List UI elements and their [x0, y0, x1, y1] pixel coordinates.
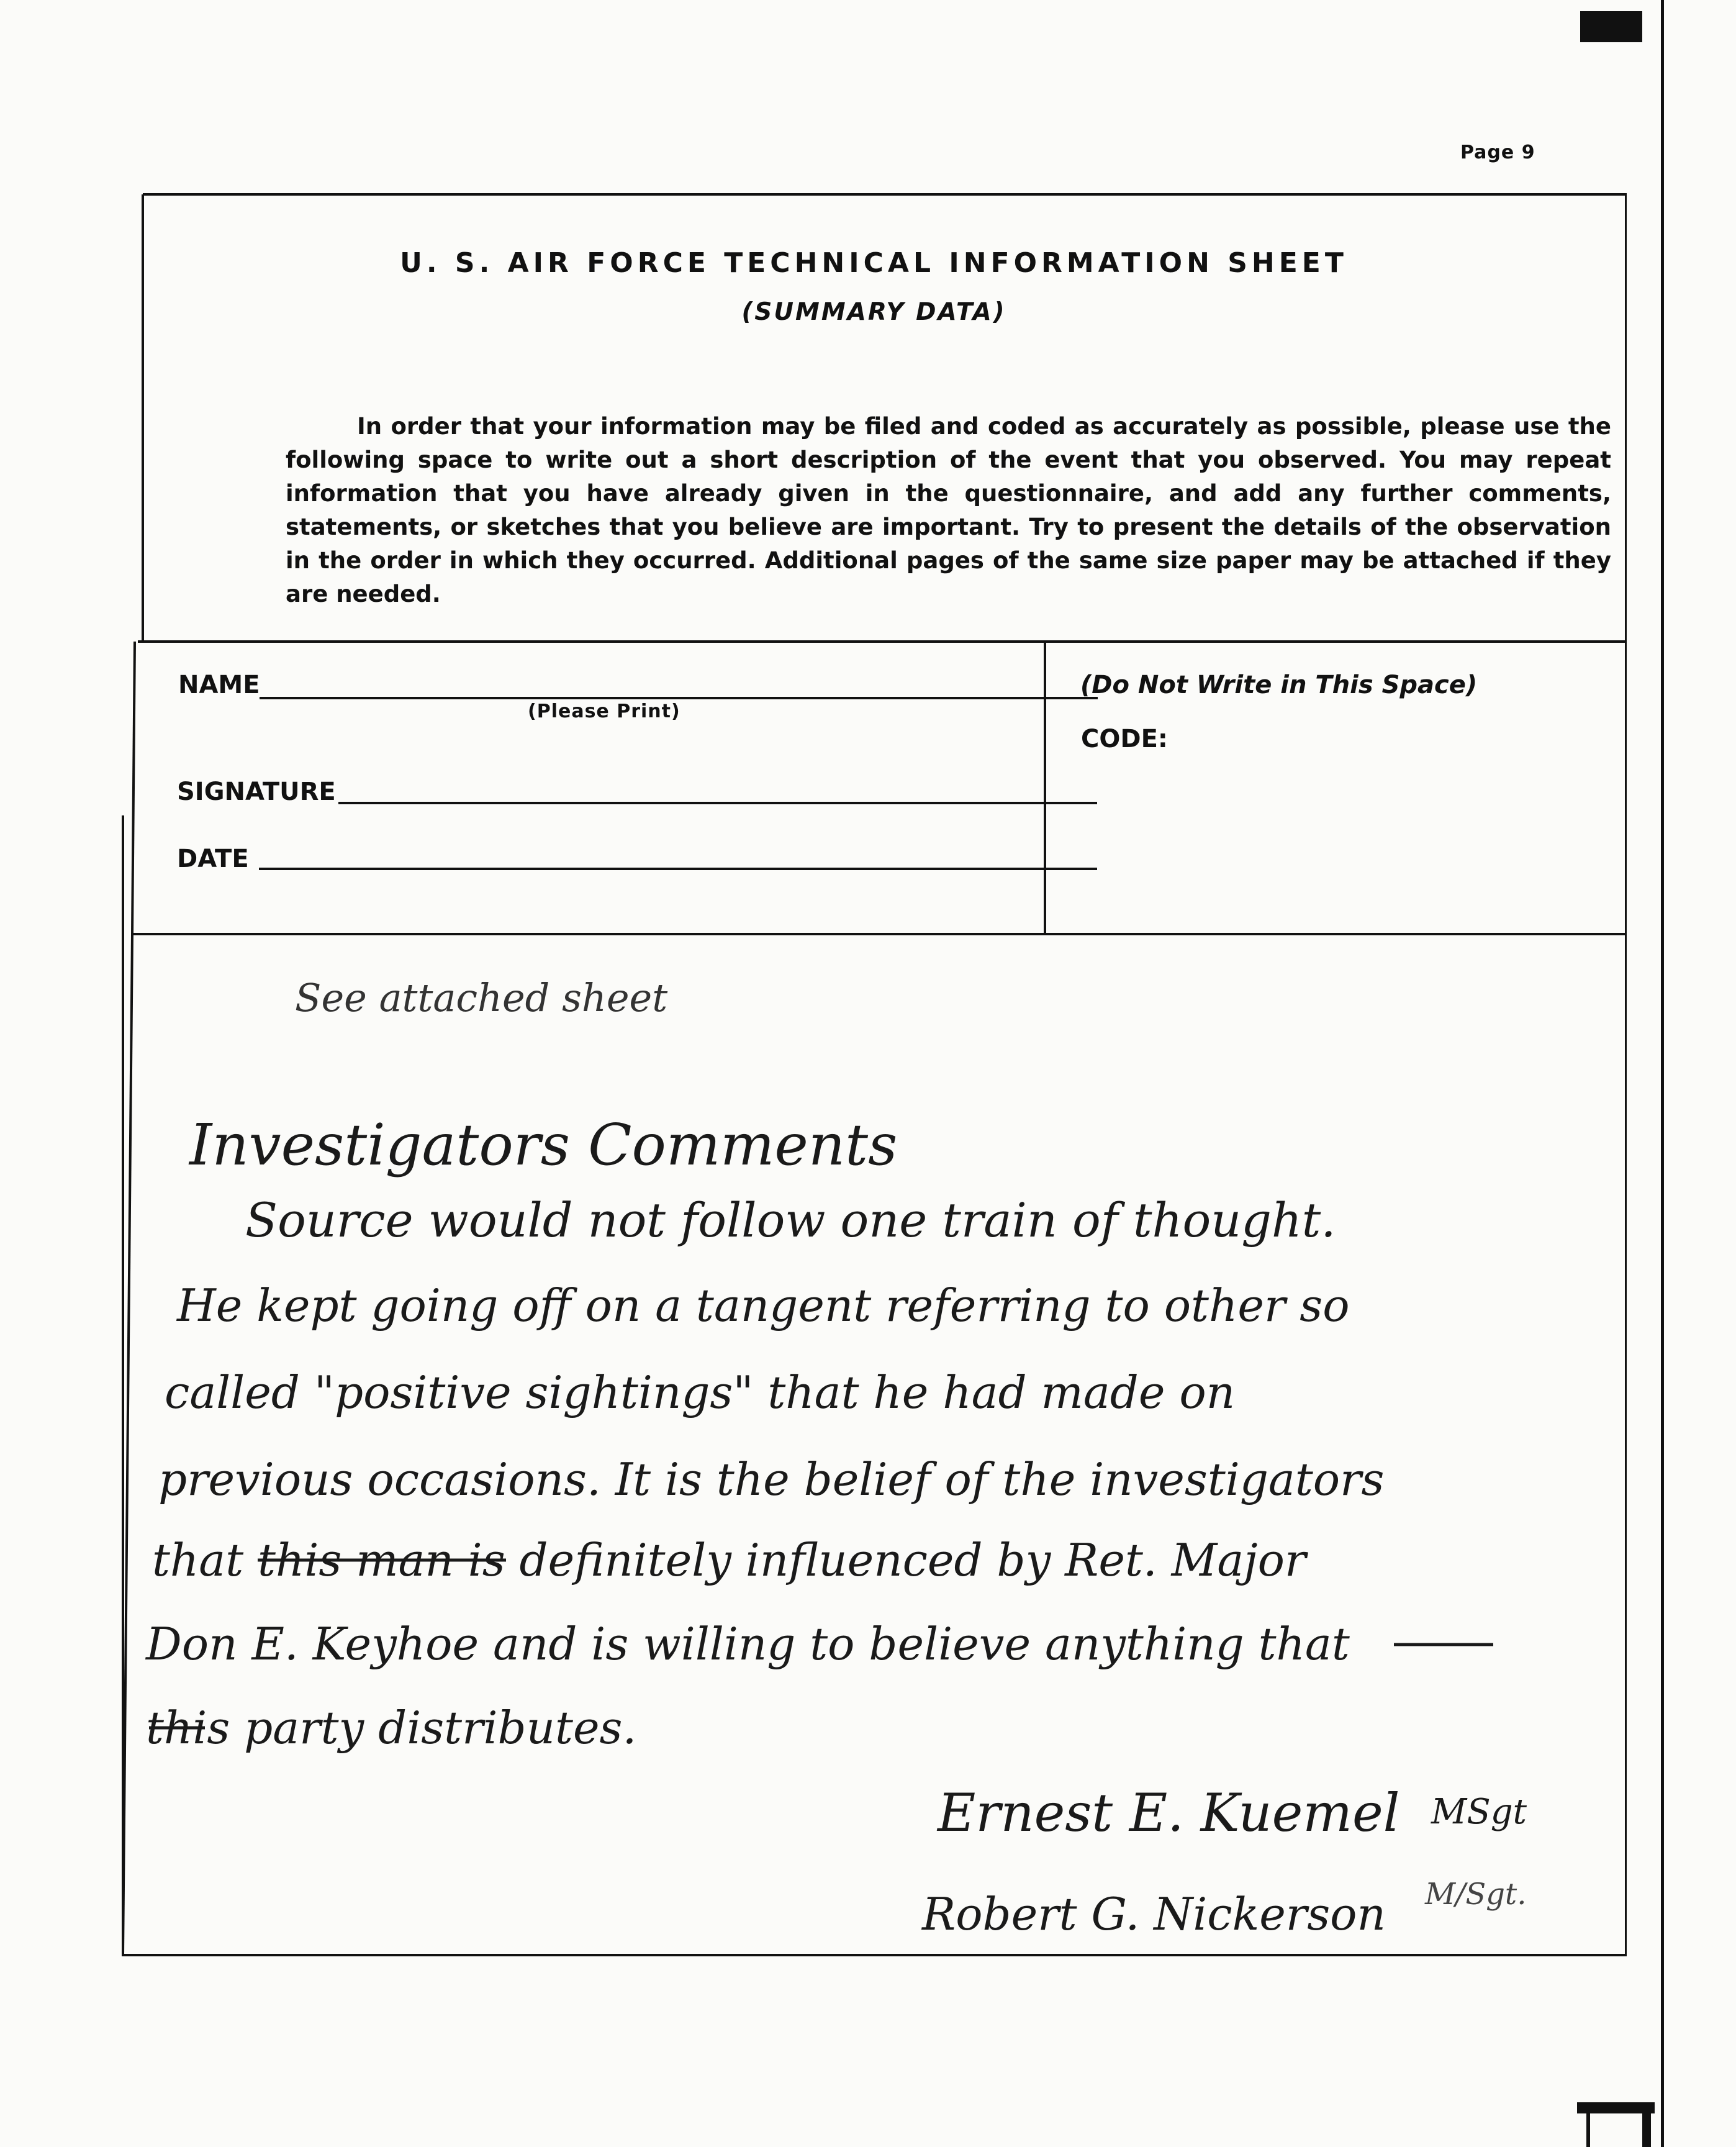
- handwritten-line-3: called "positive sightings" that he had made on: [165, 1366, 1236, 1418]
- name-hint: (Please Print): [528, 701, 680, 722]
- rank-kuemel: MSgt: [1431, 1792, 1527, 1832]
- strikethroughs: [146, 1453, 1624, 1764]
- attached-sheet-note: See attached sheet: [295, 975, 668, 1020]
- name-field[interactable]: [260, 697, 1098, 699]
- handwritten-line-5: that this man is definitely influenced by Ret. Major: [152, 1534, 1306, 1586]
- signature-nickerson: Robert G. Nickerson: [922, 1888, 1386, 1940]
- handwritten-line-6: Don E. Keyhoe and is willing to believe anything that: [146, 1618, 1350, 1670]
- signature-field[interactable]: [338, 802, 1097, 804]
- comments-heading: Investigators Comments: [189, 1112, 898, 1178]
- handwritten-line-4: previous occasions. It is the belief of the investigators: [158, 1453, 1385, 1505]
- form-title: U. S. AIR FORCE TECHNICAL INFORMATION SHEET: [400, 247, 1348, 279]
- signature-kuemel: Ernest E. Kuemel: [938, 1782, 1400, 1843]
- scan-corner-tick-right: [1642, 2108, 1651, 2147]
- code-label: CODE:: [1081, 725, 1168, 753]
- page-number: Page 9: [1460, 142, 1535, 163]
- scan-corner-tick-left: [1586, 2112, 1590, 2147]
- handwritten-line-7: this party distributes.: [146, 1702, 637, 1754]
- form-subtitle: (SUMMARY DATA): [741, 298, 1006, 326]
- signature-label: SIGNATURE: [177, 778, 336, 806]
- scan-edge-line: [1661, 0, 1664, 2147]
- office-use-note: (Do Not Write in This Space): [1080, 671, 1478, 699]
- handwritten-line-1: Source would not follow one train of thought.: [245, 1192, 1336, 1248]
- date-label: DATE: [177, 845, 249, 873]
- scan-corner-mark-top: [1580, 11, 1642, 42]
- name-label: NAME: [178, 671, 260, 699]
- code-field: [1059, 751, 1611, 925]
- technical-information-sheet: [121, 193, 1627, 1956]
- rank-nickerson: M/Sgt.: [1425, 1877, 1527, 1912]
- date-field[interactable]: [259, 868, 1097, 870]
- handwritten-line-2: He kept going off on a tangent referring to other so: [177, 1279, 1350, 1332]
- instructions-paragraph: In order that your information may be filed and coded as accurately as possible, please use the following space to write out a short description of the event that you observed. You may repeat information that you have already given in the questionnaire, and add any further comments, statements, or sketches that you believe are important. Try to present the details of the observation in the order in which they occurred. Additional pages of the same size paper may be attached if they are needed.: [286, 413, 1611, 607]
